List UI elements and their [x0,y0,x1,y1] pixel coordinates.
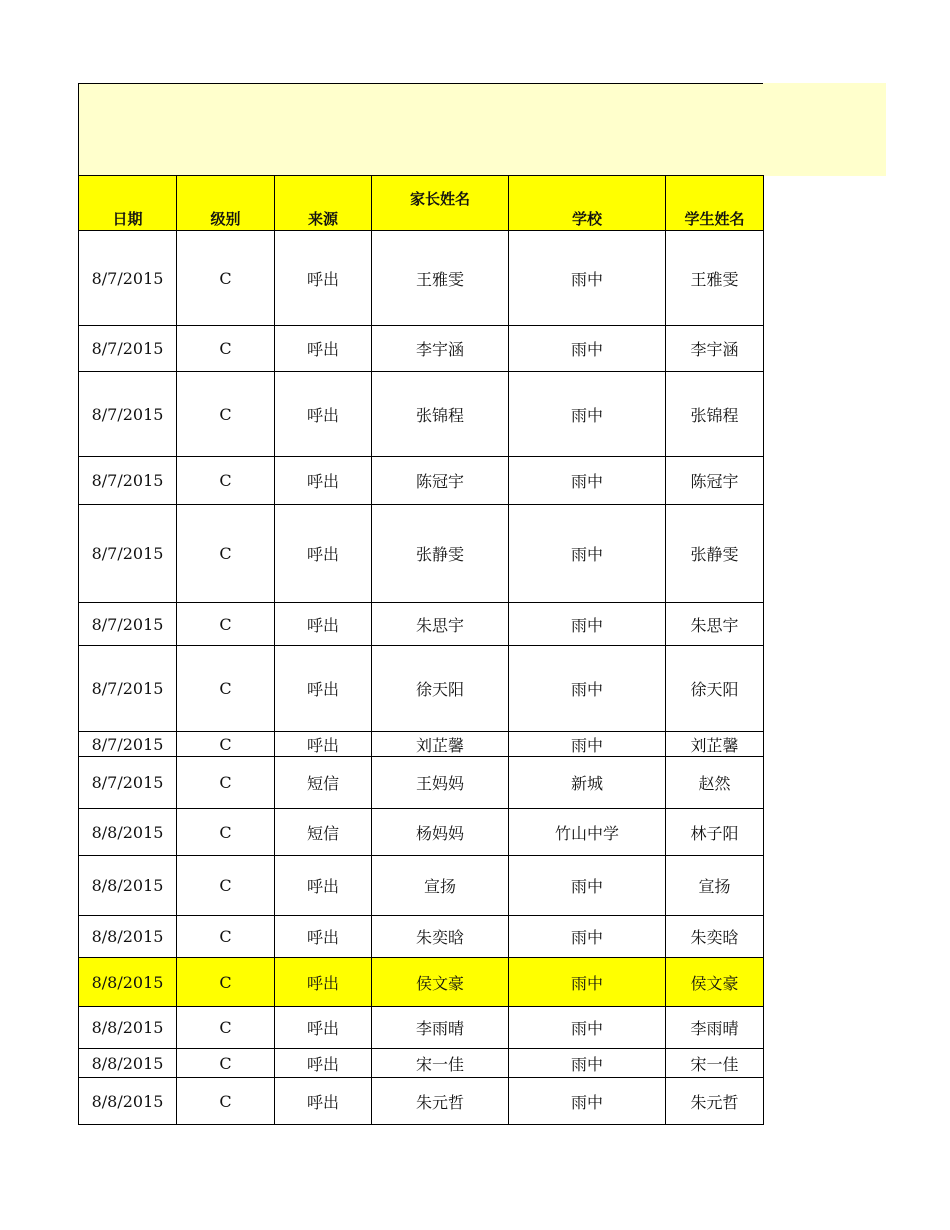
table-row [79,372,764,457]
school-cell[interactable]: 雨中 [509,505,666,603]
call-record-table [78,175,764,1125]
header-source[interactable]: 来源 [275,176,372,231]
source-cell[interactable]: 呼出 [275,326,372,372]
table-row [79,916,764,958]
level-cell[interactable]: C [177,1078,275,1125]
date-cell[interactable]: 8/7/2015 [79,646,177,732]
header-level[interactable]: 级别 [177,176,275,231]
level-cell[interactable]: C [177,231,275,326]
table-row [79,856,764,916]
student-name-cell[interactable]: 侯文豪 [666,958,764,1007]
source-cell[interactable]: 呼出 [275,958,372,1007]
student-name-cell[interactable]: 朱奕晗 [666,916,764,958]
school-cell[interactable]: 雨中 [509,231,666,326]
table-row [79,231,764,326]
source-cell[interactable]: 呼出 [275,457,372,505]
school-cell[interactable]: 雨中 [509,856,666,916]
parent-name-cell[interactable]: 王妈妈 [372,757,509,809]
level-cell[interactable]: C [177,1049,275,1078]
school-cell[interactable]: 雨中 [509,326,666,372]
student-name-cell[interactable]: 朱思宇 [666,603,764,646]
school-cell[interactable]: 雨中 [509,958,666,1007]
table-row [79,1049,764,1078]
parent-name-cell[interactable]: 朱思宇 [372,603,509,646]
school-cell[interactable]: 雨中 [509,646,666,732]
student-name-cell[interactable]: 王雅雯 [666,231,764,326]
level-cell[interactable]: C [177,757,275,809]
source-cell[interactable]: 呼出 [275,916,372,958]
table-row [79,326,764,372]
level-cell[interactable]: C [177,916,275,958]
table-row [79,457,764,505]
date-cell[interactable]: 8/7/2015 [79,603,177,646]
date-cell[interactable]: 8/7/2015 [79,505,177,603]
source-cell[interactable]: 呼出 [275,231,372,326]
student-name-cell[interactable]: 李宇涵 [666,326,764,372]
school-cell[interactable]: 雨中 [509,732,666,757]
date-cell[interactable]: 8/8/2015 [79,916,177,958]
table-row [79,1007,764,1049]
source-cell[interactable]: 短信 [275,809,372,856]
parent-name-cell[interactable]: 宣扬 [372,856,509,916]
table-row [79,958,764,1007]
source-cell[interactable]: 呼出 [275,732,372,757]
source-cell[interactable]: 呼出 [275,646,372,732]
date-cell[interactable]: 8/7/2015 [79,231,177,326]
school-cell[interactable]: 雨中 [509,1007,666,1049]
parent-name-cell[interactable]: 徐天阳 [372,646,509,732]
source-cell[interactable]: 呼出 [275,372,372,457]
level-cell[interactable]: C [177,1007,275,1049]
title-cell [78,83,763,175]
parent-name-cell[interactable]: 朱元哲 [372,1078,509,1125]
student-name-cell[interactable]: 张静雯 [666,505,764,603]
school-cell[interactable]: 雨中 [509,372,666,457]
parent-name-cell[interactable]: 侯文豪 [372,958,509,1007]
source-cell[interactable]: 短信 [275,757,372,809]
parent-name-cell[interactable]: 杨妈妈 [372,809,509,856]
student-name-cell[interactable]: 宋一佳 [666,1049,764,1078]
parent-name-cell[interactable]: 王雅雯 [372,231,509,326]
date-cell[interactable]: 8/8/2015 [79,1078,177,1125]
student-name-cell[interactable]: 林子阳 [666,809,764,856]
parent-name-cell[interactable]: 张静雯 [372,505,509,603]
parent-name-cell[interactable]: 陈冠宇 [372,457,509,505]
level-cell[interactable]: C [177,809,275,856]
level-cell[interactable]: C [177,372,275,457]
student-name-cell[interactable]: 张锦程 [666,372,764,457]
parent-name-cell[interactable]: 宋一佳 [372,1049,509,1078]
school-cell[interactable]: 新城 [509,757,666,809]
level-cell[interactable]: C [177,457,275,505]
level-cell[interactable]: C [177,856,275,916]
school-cell[interactable]: 竹山中学 [509,809,666,856]
date-cell[interactable]: 8/7/2015 [79,732,177,757]
level-cell[interactable]: C [177,958,275,1007]
school-cell[interactable]: 雨中 [509,603,666,646]
level-cell[interactable]: C [177,505,275,603]
table-row [79,757,764,809]
source-cell[interactable]: 呼出 [275,1049,372,1078]
parent-name-cell[interactable]: 刘芷馨 [372,732,509,757]
level-cell[interactable]: C [177,732,275,757]
parent-name-cell[interactable]: 李雨晴 [372,1007,509,1049]
student-name-cell[interactable]: 赵然 [666,757,764,809]
date-cell[interactable]: 8/8/2015 [79,809,177,856]
school-cell[interactable]: 雨中 [509,457,666,505]
header-school[interactable]: 学校 [509,176,666,231]
table-row [79,603,764,646]
parent-name-cell[interactable]: 朱奕晗 [372,916,509,958]
date-cell[interactable]: 8/7/2015 [79,372,177,457]
student-name-cell[interactable]: 宣扬 [666,856,764,916]
header-row [79,176,764,231]
table-row [79,732,764,757]
header-date[interactable]: 日期 [79,176,177,231]
parent-name-cell[interactable]: 张锦程 [372,372,509,457]
student-name-cell[interactable]: 刘芷馨 [666,732,764,757]
student-name-cell[interactable]: 徐天阳 [666,646,764,732]
table-row [79,646,764,732]
header-student-name[interactable]: 学生姓名 [666,176,764,231]
level-cell[interactable]: C [177,603,275,646]
table-row [79,809,764,856]
level-cell[interactable]: C [177,646,275,732]
header-parent-name[interactable]: 家长姓名 [372,176,509,231]
table-row [79,1078,764,1125]
date-cell[interactable]: 8/8/2015 [79,1007,177,1049]
source-cell[interactable]: 呼出 [275,603,372,646]
date-cell[interactable]: 8/7/2015 [79,326,177,372]
source-cell[interactable]: 呼出 [275,1078,372,1125]
date-cell[interactable]: 8/8/2015 [79,1049,177,1078]
level-cell[interactable]: C [177,326,275,372]
school-cell[interactable]: 雨中 [509,1049,666,1078]
source-cell[interactable]: 呼出 [275,505,372,603]
source-cell[interactable]: 呼出 [275,856,372,916]
date-cell[interactable]: 8/7/2015 [79,757,177,809]
student-name-cell[interactable]: 陈冠宇 [666,457,764,505]
school-cell[interactable]: 雨中 [509,1078,666,1125]
school-cell[interactable]: 雨中 [509,916,666,958]
student-name-cell[interactable]: 李雨晴 [666,1007,764,1049]
date-cell[interactable]: 8/7/2015 [79,457,177,505]
student-name-cell[interactable]: 朱元哲 [666,1078,764,1125]
date-cell[interactable]: 8/8/2015 [79,958,177,1007]
source-cell[interactable]: 呼出 [275,1007,372,1049]
parent-name-cell[interactable]: 李宇涵 [372,326,509,372]
table-row [79,505,764,603]
date-cell[interactable]: 8/8/2015 [79,856,177,916]
